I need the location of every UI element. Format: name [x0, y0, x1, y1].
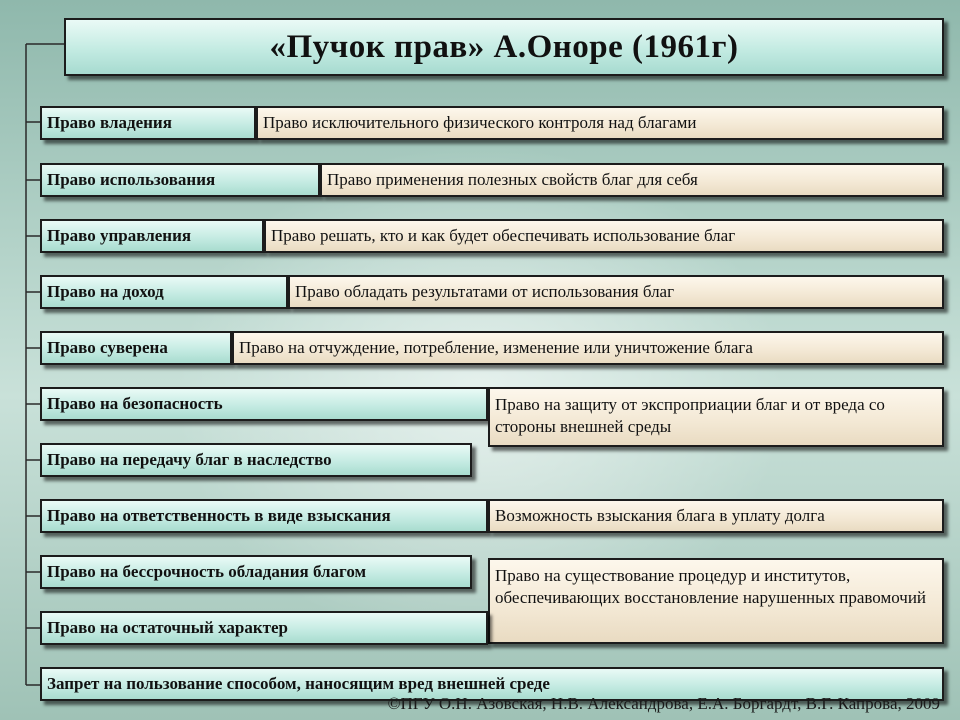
right-label: Право владения	[47, 113, 172, 132]
shared-description: Право на существование процедур и институтов, обеспечивающих восстановление нарушенных правомочий	[495, 566, 927, 607]
right-description-box	[320, 163, 944, 197]
right-label-box	[40, 106, 256, 140]
right-label: Право на доход	[47, 282, 164, 301]
right-description: Возможность взыскания блага в уплату долга	[495, 506, 825, 525]
copyright-footer: ©ПГУ О.Н. Азовская, Н.В. Александрова, Е.А. Боргардт, В.Г. Капрова, 2009	[387, 694, 940, 713]
right-description: Право на отчуждение, потребление, изменение или уничтожение блага	[239, 338, 753, 357]
prohibition-label: Запрет на пользование способом, наносящим вред внешней среде	[47, 674, 550, 693]
right-label: Право суверена	[47, 338, 168, 357]
right-label-box	[40, 219, 264, 253]
title-box	[64, 18, 944, 76]
right-description-box	[488, 499, 944, 533]
right-description: Право решать, кто и как будет обеспечивать использование благ	[271, 226, 736, 245]
right-description-box	[288, 275, 944, 309]
right-label: Право на ответственность в виде взыскания	[47, 506, 391, 525]
right-label: Право на безопасность	[47, 394, 223, 413]
right-label-box	[40, 163, 320, 197]
right-label: Право управления	[47, 226, 192, 245]
shared-description-box	[488, 558, 944, 644]
shared-description: Право на защиту от экспроприации благ и от вреда со стороны внешней среды	[495, 395, 885, 436]
right-description-box	[232, 331, 944, 365]
right-label-box	[40, 499, 488, 533]
right-label-box	[40, 331, 232, 365]
right-description: Право исключительного физического контроля над благами	[263, 113, 697, 132]
right-label: Право на передачу благ в наследство	[47, 450, 332, 469]
right-label-box	[40, 387, 488, 421]
right-description: Право применения полезных свойств благ для себя	[327, 170, 698, 189]
page-title: «Пучок прав» А.Оноре (1961г)	[269, 28, 739, 65]
right-label: Право на остаточный характер	[47, 618, 288, 637]
right-label: Право использования	[47, 170, 216, 189]
right-label: Право на бессрочность обладания благом	[47, 562, 367, 581]
right-label-box	[40, 611, 488, 645]
right-description: Право обладать результатами от использования благ	[295, 282, 675, 301]
right-label-box	[40, 275, 288, 309]
right-label-box	[40, 443, 472, 477]
right-description-box	[264, 219, 944, 253]
right-label-box	[40, 555, 472, 589]
shared-description-box	[488, 387, 944, 447]
right-description-box	[256, 106, 944, 140]
